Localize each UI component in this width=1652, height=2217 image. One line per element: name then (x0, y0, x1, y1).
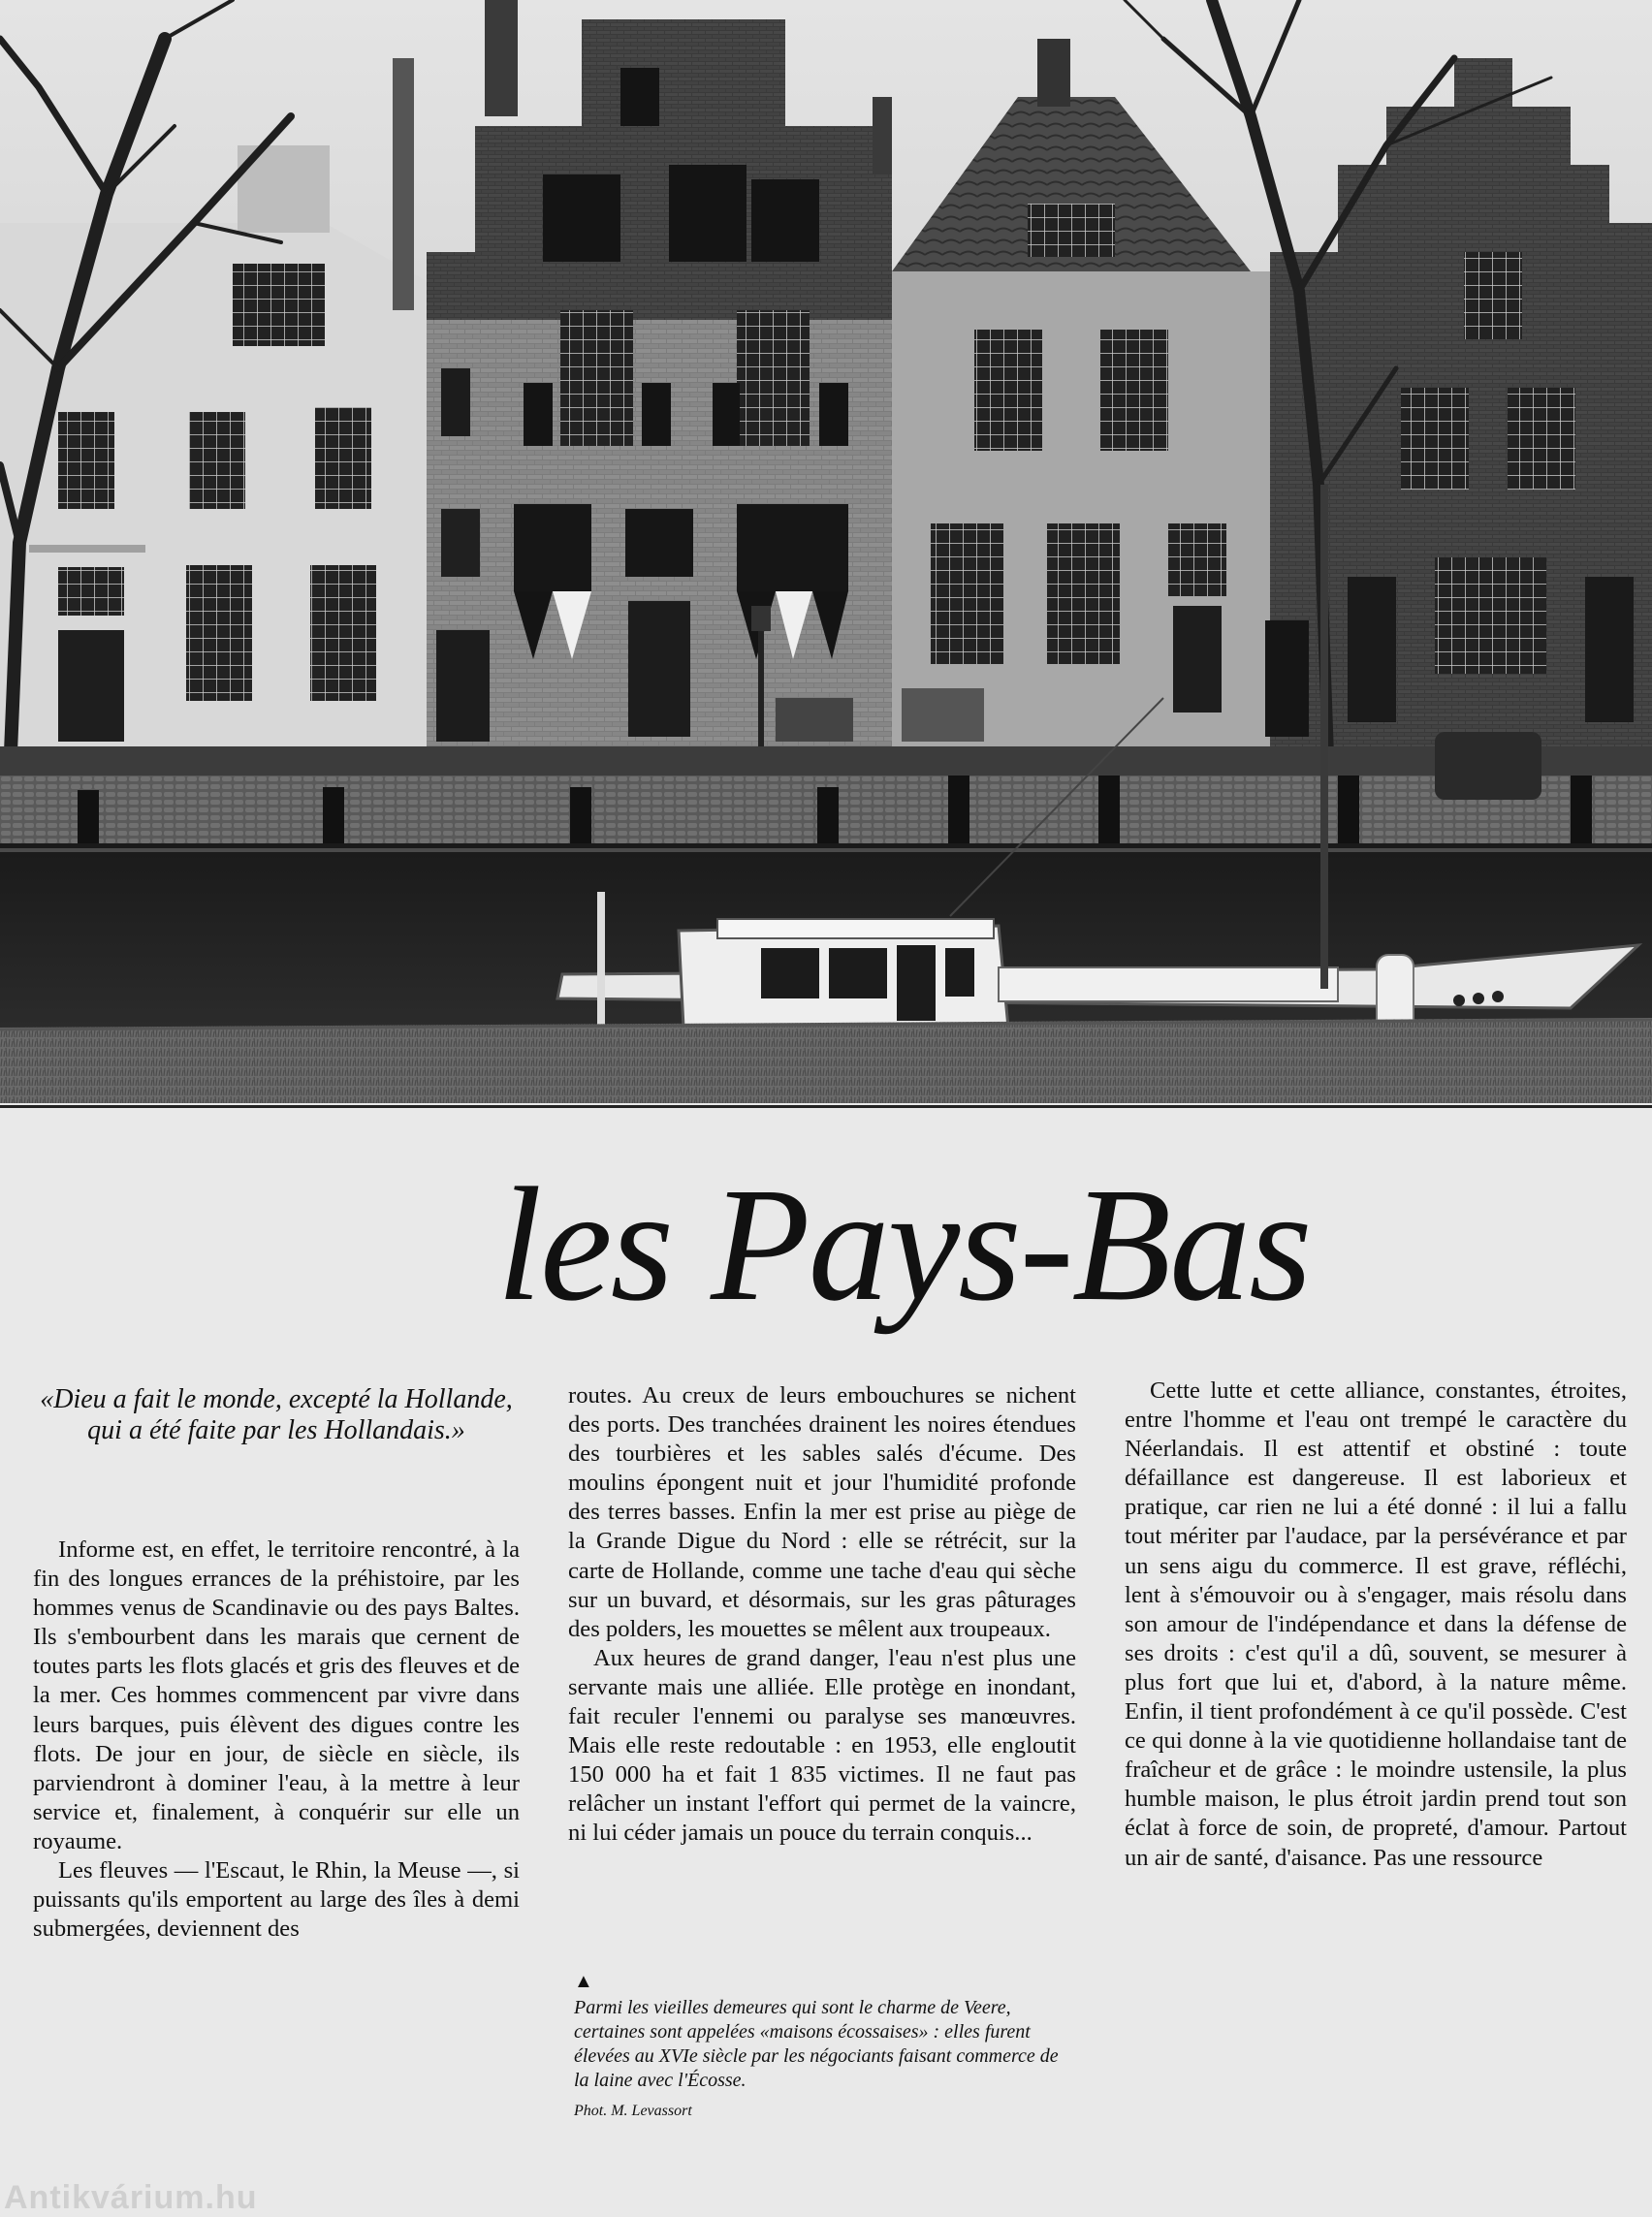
paragraph: Informe est, en effet, le territoire rencontré, à la fin des longues errances de la préhistoire, par les hommes venus de Scandinavie ou des pays Baltes. Ils s'embourbent dans les marais que cernent de toutes parts les flots glacés et gris des fleuves et de la mer. Ces hommes commencent par vivre dans leurs barques, puis élèvent des digues contre les flots. De jour en jour, de siècle en siècle, ils parviendront à dominer l'eau, à la mettre à leur service et, finalement, à conquérir sur elle un royaume. (33, 1536, 520, 1854)
photo-illustration (0, 0, 1652, 1103)
text-column-3 (1125, 1377, 1627, 1873)
paragraph: Les fleuves — l'Escaut, le Rhin, la Meuse —, si puissants qu'ils emportent au large des îles à demi submergées, deviennent des (33, 1857, 520, 1943)
paragraph: Aux heures de grand danger, l'eau n'est plus une servante mais une alliée. Elle protège en inondant, fait reculer l'ennemi ou paralyse ses manœuvres. Mais elle reste redoutable : en 1953, elle engloutit 150 000 ha et fait 1 835 victimes. Il ne faut pas relâcher un instant l'effort qui permet de la vaincre, ni lui céder jamais un pouce du terrain conquis... (568, 1644, 1076, 1847)
photo-veere-houses (0, 0, 1652, 1103)
text-column-2 (568, 1381, 1076, 1849)
photo-credit: Phot. M. Levassort (574, 2103, 692, 2119)
parked-car (1435, 732, 1541, 800)
epigraph-quote: «Dieu a fait le monde, excepté la Hollande, qui a été faite par les Hollandais.» (40, 1384, 513, 1445)
paragraph: Cette lutte et cette alliance, constantes, étroites, entre l'homme et l'eau ont trempé le caractère du Néerlandais. Il est attentif et obstiné : toute défaillance est dangereuse. Il est laborieux et pratique, car rien ne lui a été donné : il lui a fallu tout mériter par l'audace, par la persévérance et par un sens aigu du commerce. Il est grave, réfléchi, lent à s'émouvoir ou à s'engager, mais résolu dans son amour de l'indépendance et dans la défense de ses droits : c'est qu'il a dû, souvent, se mesurer à plus fort que lui et, d'abord, à la nature même. Enfin, il tient profondément à ce qu'il possède. C'est ce qui donne à la vie quotidienne hollandaise tant de fraîcheur et de grâce : le moindre ustensile, la plus humble maison, le plus étroit jardin prend tout son éclat à force de soin, de propreté, d'amour. Partout un air de santé, d'aisance. Pas une ressource (1125, 1378, 1627, 1871)
caption-text: Parmi les vieilles demeures qui sont le charme de Veere, certaines sont appelées «maisons écossaises» : elles furent élevées au XVIe siècle par les négociants faisant commerce de la laine avec l'Écosse. (574, 1997, 1059, 2091)
caption-marker: ▲ (574, 1971, 593, 1992)
watermark: Antikvárium.hu (4, 2179, 258, 2216)
paragraph: routes. Au creux de leurs embouchures se nichent des ports. Des tranchées drainent les noires étendues des tourbières et les sables salés d'écume. Des moulins épongent nuit et jour l'humidité profonde des terres basses. Enfin la mer est prise au piège de la Grande Digue du Nord : elle se rétrécit, sur la carte de Hollande, comme une tache d'eau qui sèche sur un buvard, et désormais, sur les gras pâturages des polders, les mouettes se mêlent aux troupeaux. (568, 1382, 1076, 1642)
page-title: les Pays-Bas (496, 1155, 1311, 1335)
photo-caption (574, 1970, 1078, 2123)
text-column-1 (33, 1536, 520, 1944)
photo-border (0, 1105, 1652, 1108)
